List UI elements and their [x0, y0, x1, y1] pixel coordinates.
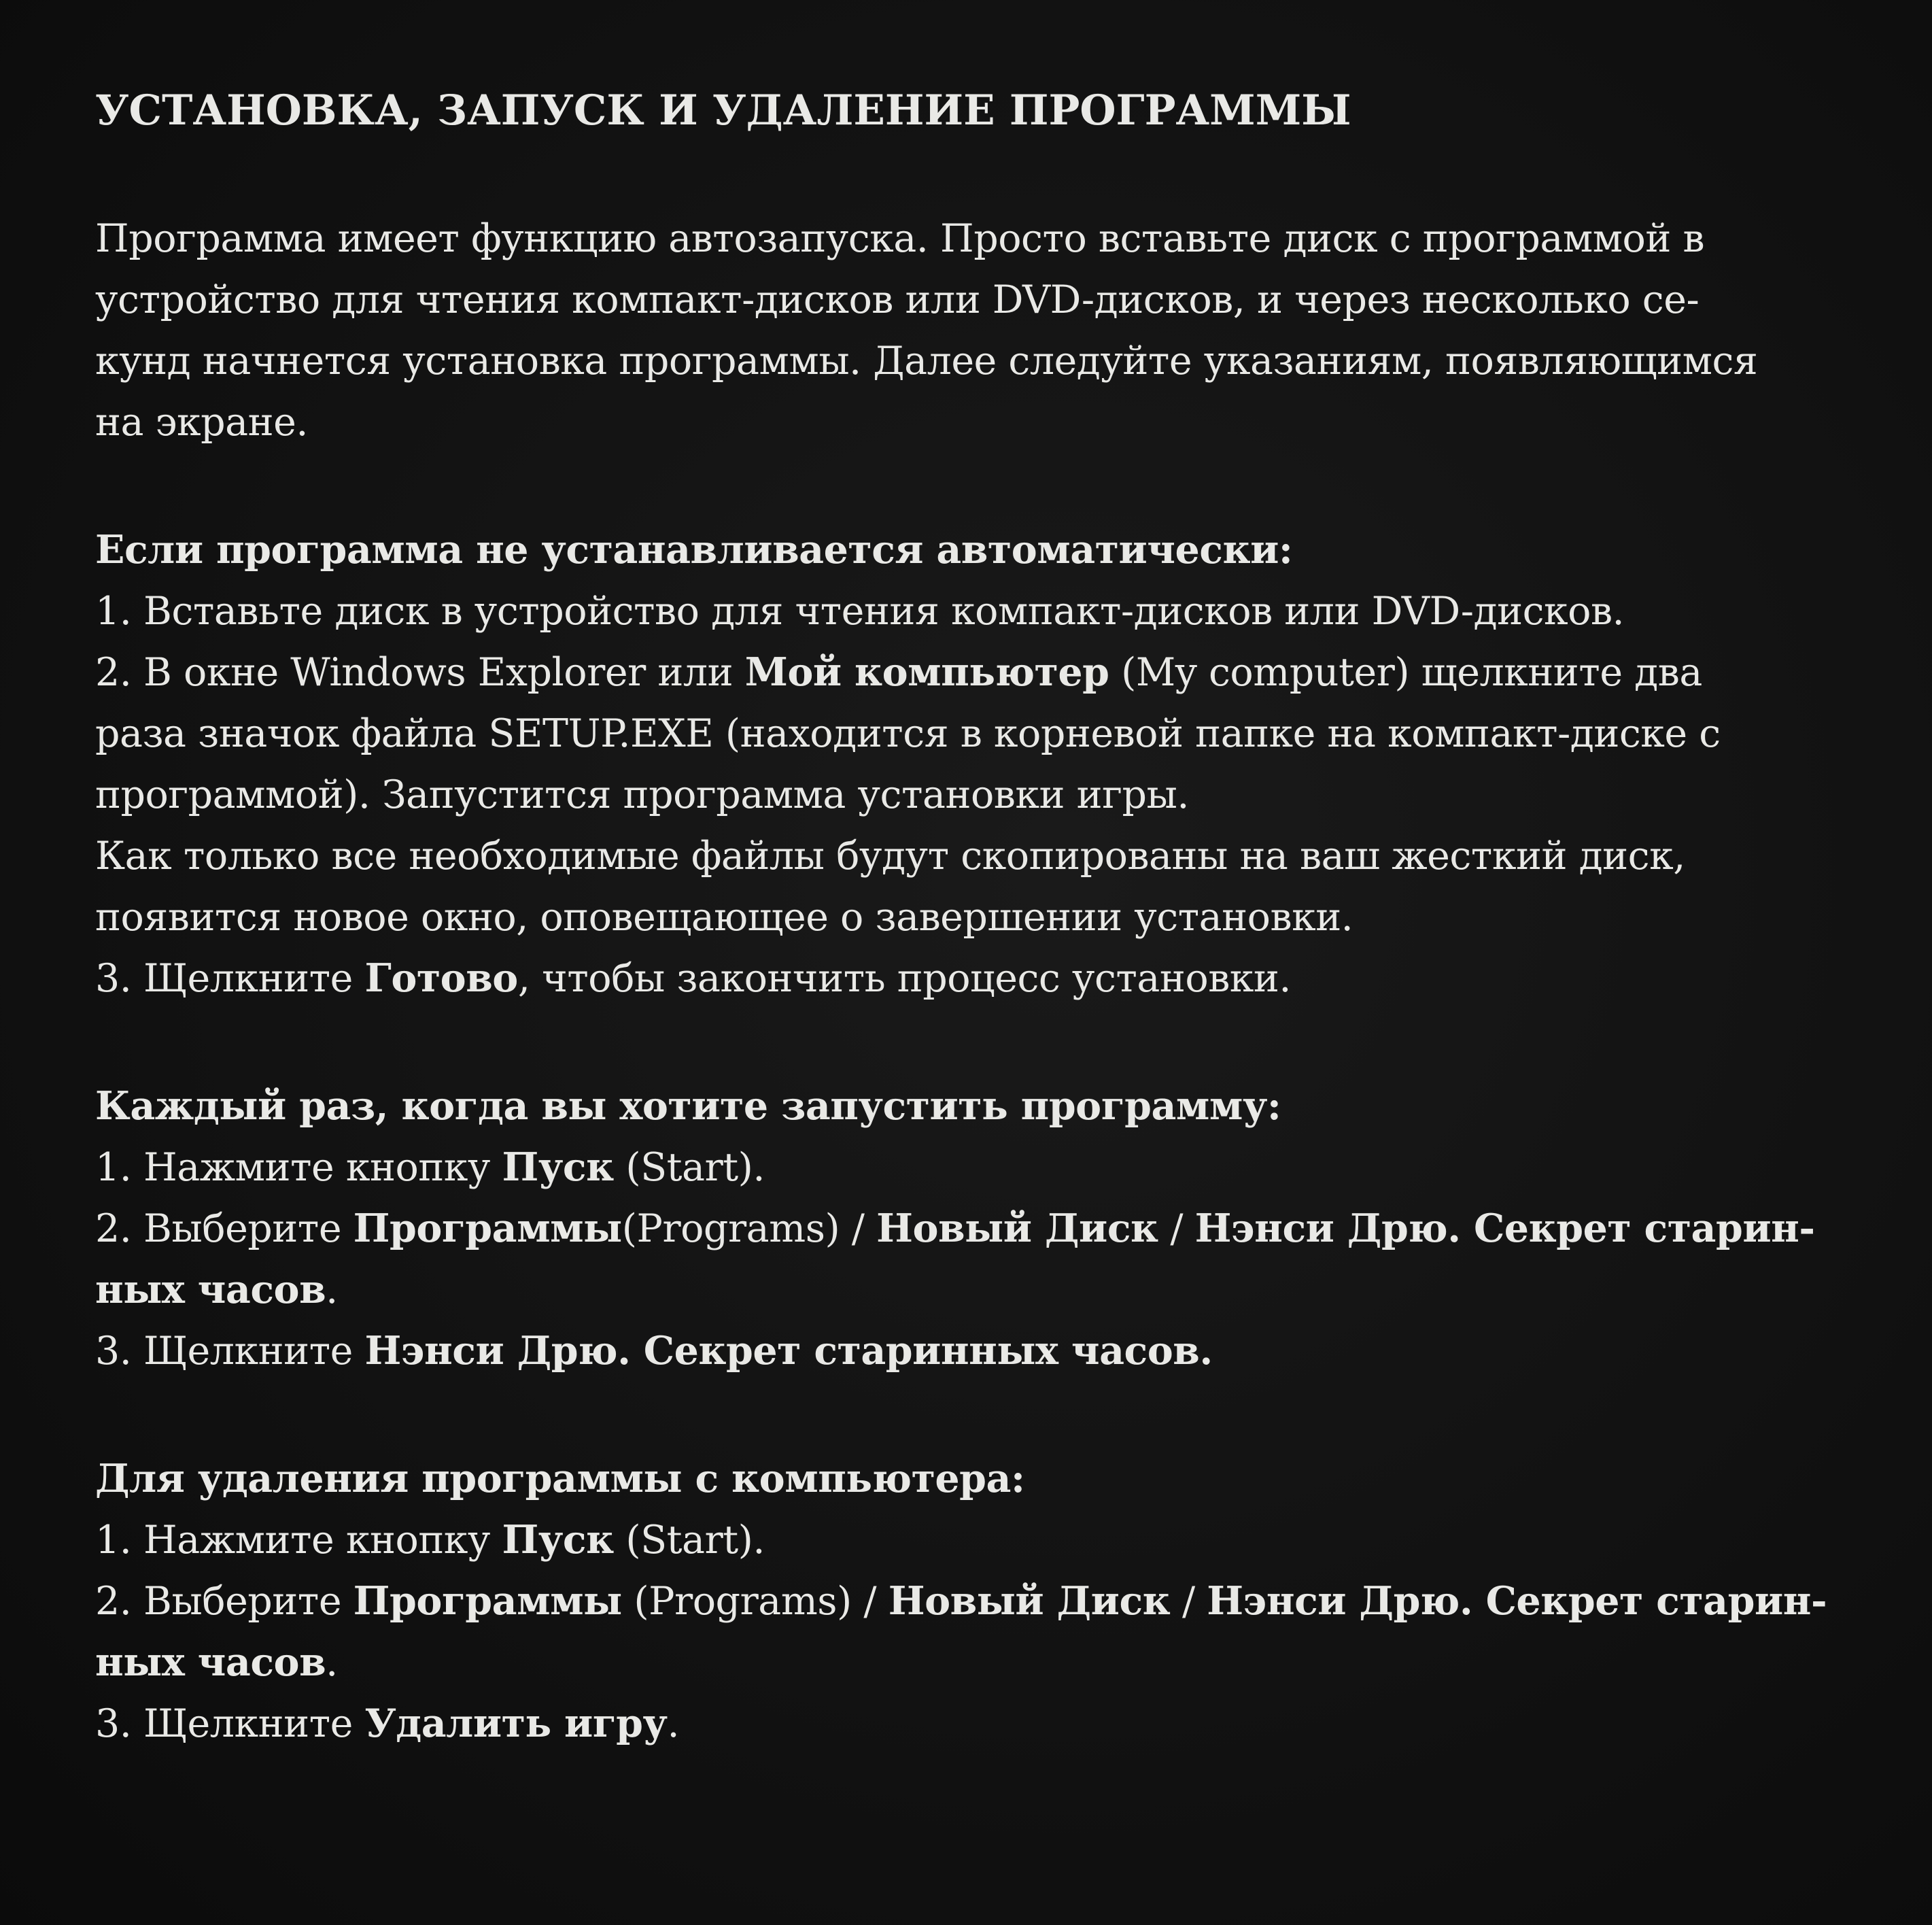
uninstall-step-1	[95, 1510, 1863, 1571]
step-emphasis: Новый Диск	[888, 1578, 1171, 1624]
step-text: (My computer) щелкните два	[1109, 650, 1702, 695]
intro-paragraph	[95, 208, 1863, 453]
step-text: .	[326, 1267, 338, 1312]
manual-step-2-cont: раза значок файла SETUP.EXE (находится в корневой папке на компакт-диске с	[95, 711, 1721, 756]
step-text: .	[667, 1701, 680, 1746]
manual-step-1: 1. Вставьте диск в устройство для чтения компакт-дисков или DVD-дисков.	[95, 589, 1625, 634]
step-text: (Programs) /	[621, 1579, 889, 1624]
step-text: .	[326, 1640, 338, 1685]
step-text: 1. Нажмите кнопку	[95, 1518, 502, 1563]
uninstall-step-2	[95, 1571, 1863, 1632]
launch-step-1	[95, 1137, 1863, 1198]
step-text: 3. Щелкните	[95, 1329, 365, 1374]
step-emphasis: Программы	[353, 1578, 622, 1624]
step-emphasis: Пуск	[502, 1517, 614, 1563]
step-emphasis: Удалить игру	[364, 1701, 668, 1746]
manual-note: Как только все необходимые файлы будут скопированы на ваш жесткий диск,	[95, 834, 1685, 879]
page-title: УСТАНОВКА, ЗАПУСК И УДАЛЕНИЕ ПРОГРАММЫ	[95, 86, 1351, 135]
manual-step-2-cont: программой). Запустится программа установки игры.	[95, 772, 1189, 817]
uninstall-step-2-cont	[95, 1632, 1863, 1693]
launch-step-2-cont	[95, 1259, 1863, 1321]
page-content	[95, 73, 1863, 1821]
step-emphasis: Готово	[364, 955, 518, 1001]
manual-install-section	[95, 519, 1863, 1009]
uninstall-section	[95, 1448, 1863, 1754]
intro-line: на экране.	[95, 400, 308, 445]
uninstall-step-3	[95, 1693, 1863, 1754]
step-text: (Programs) /	[621, 1206, 877, 1251]
step-emphasis: Новый Диск	[876, 1206, 1158, 1251]
step-text: /	[1158, 1206, 1195, 1251]
step-text: 3. Щелкните	[95, 956, 365, 1001]
step-text: 3. Щелкните	[95, 1701, 365, 1746]
launch-heading: Каждый раз, когда вы хотите запустить программу:	[95, 1083, 1281, 1129]
step-emphasis: ных часов	[95, 1267, 326, 1312]
manual-step-2	[95, 642, 1863, 703]
step-emphasis: Пуск	[502, 1144, 614, 1190]
intro-line: кунд начнется установка программы. Далее следуйте указаниям, появляющимся	[95, 339, 1758, 384]
intro-line: Программа имеет функцию автозапуска. Просто вставьте диск с программой в	[95, 216, 1705, 261]
manual-note: появится новое окно, оповещающее о завершении установки.	[95, 895, 1353, 940]
step-text: 2. Выберите	[95, 1579, 353, 1624]
manual-step-3	[95, 948, 1863, 1009]
launch-step-2	[95, 1198, 1863, 1259]
launch-section	[95, 1076, 1863, 1382]
intro-line: устройство для чтения компакт-дисков или DVD-дисков, и через несколько се-	[95, 277, 1700, 322]
step-text: , чтобы закончить процесс установки.	[517, 956, 1292, 1001]
launch-step-3	[95, 1321, 1863, 1382]
step-emphasis: ных часов	[95, 1639, 326, 1685]
step-text: (Start).	[613, 1518, 765, 1563]
step-text: 2. В окне Windows Explorer или	[95, 650, 745, 695]
uninstall-heading: Для удаления программы с компьютера:	[95, 1456, 1025, 1501]
manual-install-heading: Если программа не устанавливается автоматически:	[95, 527, 1293, 573]
step-emphasis: Программы	[353, 1206, 622, 1251]
step-emphasis: Нэнси Дрю. Секрет старин-	[1207, 1578, 1827, 1624]
step-text: 1. Нажмите кнопку	[95, 1145, 502, 1190]
step-text: /	[1170, 1579, 1207, 1624]
step-text: 2. Выберите	[95, 1206, 353, 1251]
step-emphasis: Нэнси Дрю. Секрет старинных часов.	[364, 1328, 1213, 1374]
step-emphasis: Мой компьютер	[744, 649, 1109, 695]
step-text: (Start).	[613, 1145, 765, 1190]
step-emphasis: Нэнси Дрю. Секрет старин-	[1194, 1206, 1815, 1251]
